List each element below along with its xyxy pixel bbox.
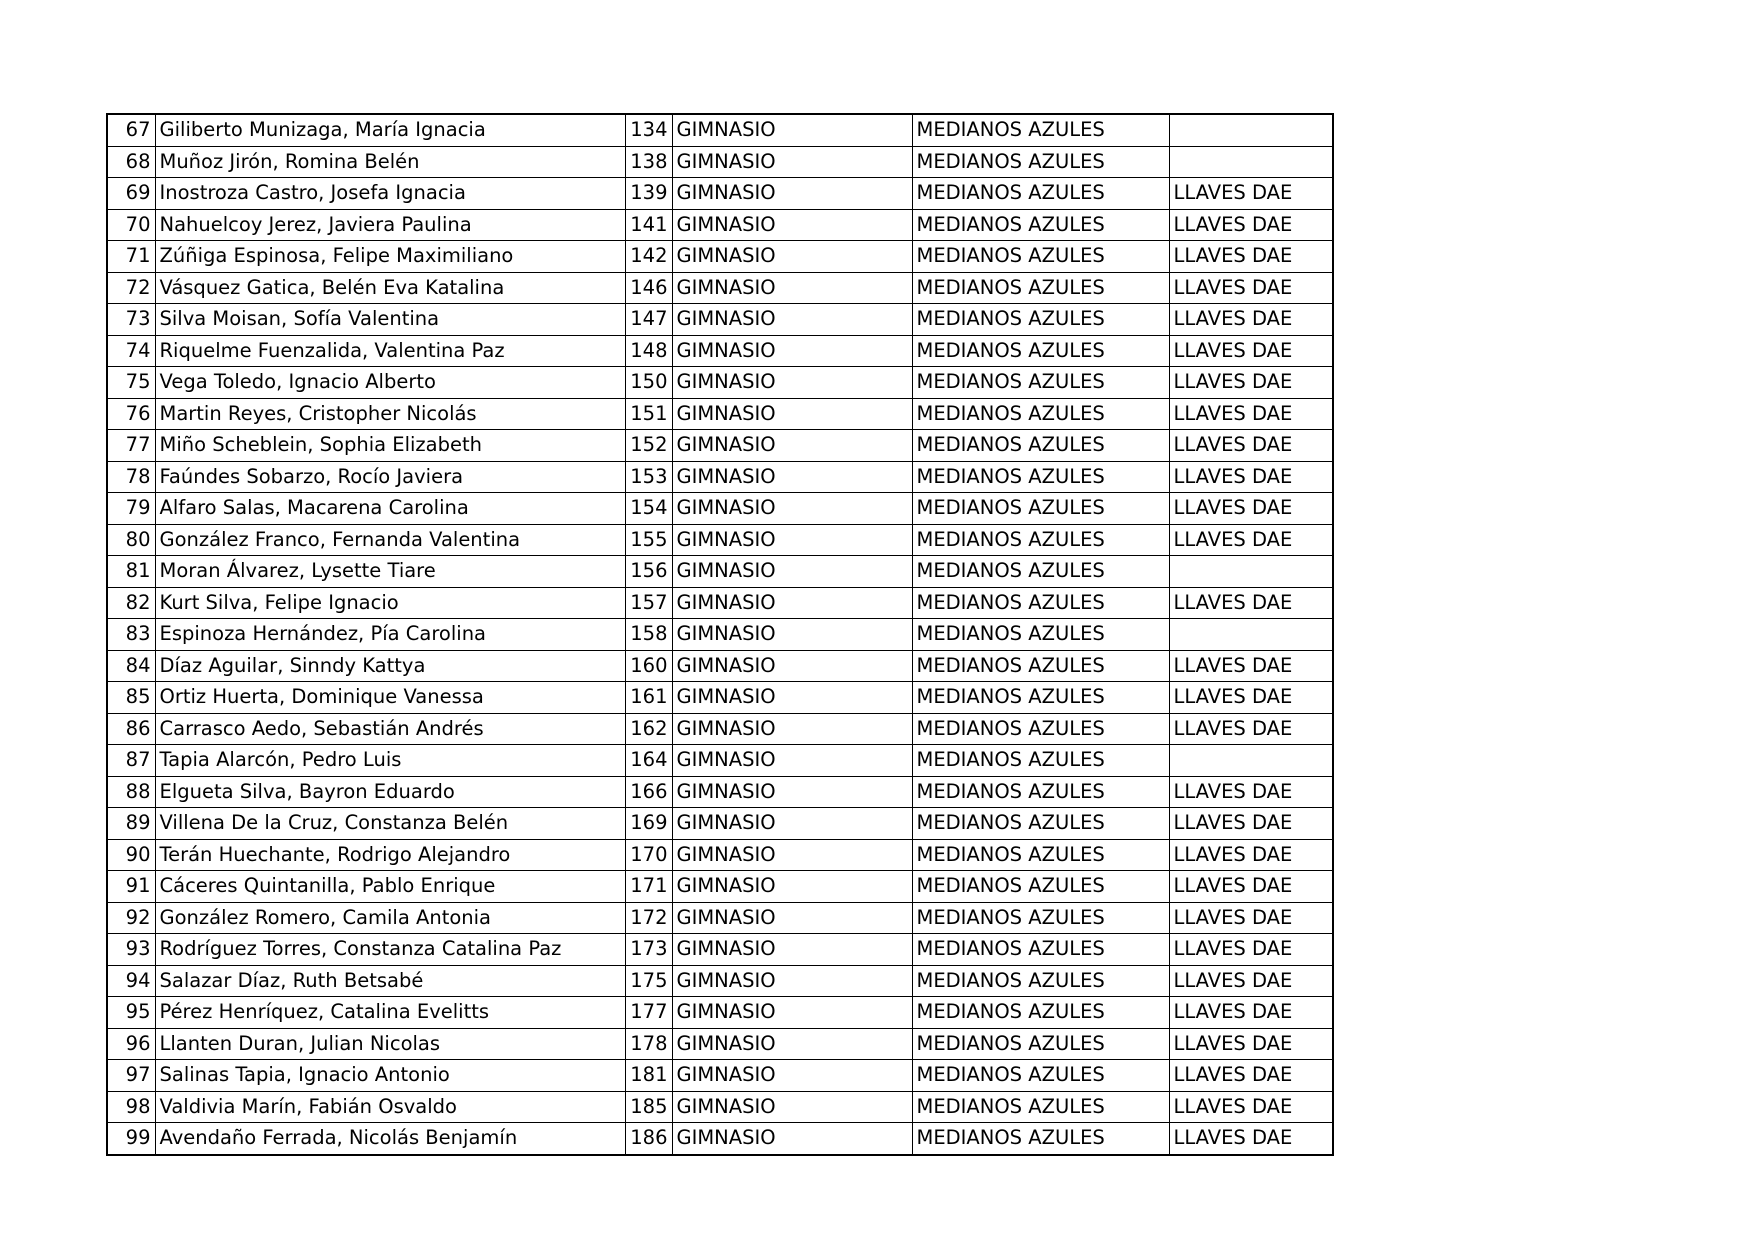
- table-row: [107, 524, 1333, 556]
- table-row: [107, 839, 1333, 871]
- keys-cell: LLAVES DAE: [1169, 1091, 1333, 1123]
- group-cell: MEDIANOS AZULES: [912, 335, 1169, 367]
- location-cell: GIMNASIO: [672, 619, 912, 651]
- group-cell: MEDIANOS AZULES: [912, 965, 1169, 997]
- student-id-cell: 154: [625, 493, 672, 525]
- student-id-cell: 155: [625, 524, 672, 556]
- row-number-cell: 80: [107, 524, 155, 556]
- group-cell: MEDIANOS AZULES: [912, 650, 1169, 682]
- group-cell: MEDIANOS AZULES: [912, 619, 1169, 651]
- table-row: [107, 745, 1333, 777]
- table-row: [107, 304, 1333, 336]
- group-cell: MEDIANOS AZULES: [912, 934, 1169, 966]
- table-row: [107, 965, 1333, 997]
- table-row: [107, 272, 1333, 304]
- location-cell: GIMNASIO: [672, 146, 912, 178]
- group-cell: MEDIANOS AZULES: [912, 902, 1169, 934]
- student-id-cell: 139: [625, 178, 672, 210]
- location-cell: GIMNASIO: [672, 556, 912, 588]
- student-name-cell: Vásquez Gatica, Belén Eva Katalina: [155, 272, 625, 304]
- row-number-cell: 90: [107, 839, 155, 871]
- student-name-cell: Miño Scheblein, Sophia Elizabeth: [155, 430, 625, 462]
- row-number-cell: 86: [107, 713, 155, 745]
- student-name-cell: González Franco, Fernanda Valentina: [155, 524, 625, 556]
- student-name-cell: Vega Toledo, Ignacio Alberto: [155, 367, 625, 399]
- student-id-cell: 173: [625, 934, 672, 966]
- keys-cell: LLAVES DAE: [1169, 965, 1333, 997]
- student-name-cell: Terán Huechante, Rodrigo Alejandro: [155, 839, 625, 871]
- student-id-cell: 177: [625, 997, 672, 1029]
- group-cell: MEDIANOS AZULES: [912, 493, 1169, 525]
- row-number-cell: 93: [107, 934, 155, 966]
- group-cell: MEDIANOS AZULES: [912, 304, 1169, 336]
- group-cell: MEDIANOS AZULES: [912, 1091, 1169, 1123]
- group-cell: MEDIANOS AZULES: [912, 398, 1169, 430]
- student-name-cell: Elgueta Silva, Bayron Eduardo: [155, 776, 625, 808]
- group-cell: MEDIANOS AZULES: [912, 808, 1169, 840]
- table-row: [107, 367, 1333, 399]
- group-cell: MEDIANOS AZULES: [912, 871, 1169, 903]
- location-cell: GIMNASIO: [672, 461, 912, 493]
- student-id-cell: 158: [625, 619, 672, 651]
- student-id-cell: 171: [625, 871, 672, 903]
- student-id-cell: 186: [625, 1123, 672, 1155]
- row-number-cell: 73: [107, 304, 155, 336]
- table-row: [107, 430, 1333, 462]
- keys-cell: LLAVES DAE: [1169, 1123, 1333, 1155]
- student-id-cell: 162: [625, 713, 672, 745]
- keys-cell: LLAVES DAE: [1169, 682, 1333, 714]
- row-number-cell: 82: [107, 587, 155, 619]
- student-id-cell: 148: [625, 335, 672, 367]
- location-cell: GIMNASIO: [672, 871, 912, 903]
- table-row: [107, 650, 1333, 682]
- group-cell: MEDIANOS AZULES: [912, 1060, 1169, 1092]
- group-cell: MEDIANOS AZULES: [912, 241, 1169, 273]
- student-id-cell: 157: [625, 587, 672, 619]
- student-id-cell: 170: [625, 839, 672, 871]
- row-number-cell: 79: [107, 493, 155, 525]
- table-row: [107, 493, 1333, 525]
- table-row: [107, 556, 1333, 588]
- row-number-cell: 85: [107, 682, 155, 714]
- student-name-cell: Muñoz Jirón, Romina Belén: [155, 146, 625, 178]
- row-number-cell: 88: [107, 776, 155, 808]
- keys-cell: LLAVES DAE: [1169, 713, 1333, 745]
- keys-cell: LLAVES DAE: [1169, 461, 1333, 493]
- table-row: [107, 587, 1333, 619]
- student-id-cell: 151: [625, 398, 672, 430]
- student-id-cell: 150: [625, 367, 672, 399]
- group-cell: MEDIANOS AZULES: [912, 713, 1169, 745]
- keys-cell: [1169, 146, 1333, 178]
- student-name-cell: Llanten Duran, Julian Nicolas: [155, 1028, 625, 1060]
- row-number-cell: 98: [107, 1091, 155, 1123]
- student-name-cell: Silva Moisan, Sofía Valentina: [155, 304, 625, 336]
- student-id-cell: 147: [625, 304, 672, 336]
- keys-cell: [1169, 745, 1333, 777]
- keys-cell: LLAVES DAE: [1169, 1060, 1333, 1092]
- location-cell: GIMNASIO: [672, 745, 912, 777]
- student-name-cell: Nahuelcoy Jerez, Javiera Paulina: [155, 209, 625, 241]
- table-row: [107, 114, 1333, 146]
- location-cell: GIMNASIO: [672, 997, 912, 1029]
- location-cell: GIMNASIO: [672, 272, 912, 304]
- keys-cell: [1169, 114, 1333, 146]
- student-id-cell: 164: [625, 745, 672, 777]
- row-number-cell: 76: [107, 398, 155, 430]
- keys-cell: LLAVES DAE: [1169, 902, 1333, 934]
- keys-cell: LLAVES DAE: [1169, 587, 1333, 619]
- keys-cell: LLAVES DAE: [1169, 335, 1333, 367]
- location-cell: GIMNASIO: [672, 335, 912, 367]
- student-id-cell: 181: [625, 1060, 672, 1092]
- keys-cell: LLAVES DAE: [1169, 808, 1333, 840]
- location-cell: GIMNASIO: [672, 209, 912, 241]
- keys-cell: LLAVES DAE: [1169, 367, 1333, 399]
- table-row: [107, 776, 1333, 808]
- student-id-cell: 134: [625, 114, 672, 146]
- row-number-cell: 69: [107, 178, 155, 210]
- table-row: [107, 335, 1333, 367]
- location-cell: GIMNASIO: [672, 1060, 912, 1092]
- row-number-cell: 67: [107, 114, 155, 146]
- keys-cell: LLAVES DAE: [1169, 241, 1333, 273]
- row-number-cell: 95: [107, 997, 155, 1029]
- row-number-cell: 84: [107, 650, 155, 682]
- group-cell: MEDIANOS AZULES: [912, 272, 1169, 304]
- student-name-cell: Tapia Alarcón, Pedro Luis: [155, 745, 625, 777]
- keys-cell: LLAVES DAE: [1169, 524, 1333, 556]
- location-cell: GIMNASIO: [672, 1091, 912, 1123]
- student-name-cell: Riquelme Fuenzalida, Valentina Paz: [155, 335, 625, 367]
- keys-cell: LLAVES DAE: [1169, 934, 1333, 966]
- student-name-cell: Pérez Henríquez, Catalina Evelitts: [155, 997, 625, 1029]
- student-name-cell: Espinoza Hernández, Pía Carolina: [155, 619, 625, 651]
- group-cell: MEDIANOS AZULES: [912, 556, 1169, 588]
- location-cell: GIMNASIO: [672, 524, 912, 556]
- keys-cell: LLAVES DAE: [1169, 272, 1333, 304]
- student-id-cell: 152: [625, 430, 672, 462]
- student-id-cell: 138: [625, 146, 672, 178]
- location-cell: GIMNASIO: [672, 902, 912, 934]
- student-name-cell: Alfaro Salas, Macarena Carolina: [155, 493, 625, 525]
- keys-cell: LLAVES DAE: [1169, 398, 1333, 430]
- group-cell: MEDIANOS AZULES: [912, 178, 1169, 210]
- group-cell: MEDIANOS AZULES: [912, 146, 1169, 178]
- keys-cell: LLAVES DAE: [1169, 430, 1333, 462]
- table-row: [107, 178, 1333, 210]
- group-cell: MEDIANOS AZULES: [912, 587, 1169, 619]
- student-name-cell: Salazar Díaz, Ruth Betsabé: [155, 965, 625, 997]
- table-row: [107, 871, 1333, 903]
- group-cell: MEDIANOS AZULES: [912, 745, 1169, 777]
- row-number-cell: 97: [107, 1060, 155, 1092]
- row-number-cell: 99: [107, 1123, 155, 1155]
- student-id-cell: 166: [625, 776, 672, 808]
- student-name-cell: Moran Álvarez, Lysette Tiare: [155, 556, 625, 588]
- keys-cell: LLAVES DAE: [1169, 839, 1333, 871]
- keys-cell: LLAVES DAE: [1169, 304, 1333, 336]
- location-cell: GIMNASIO: [672, 430, 912, 462]
- keys-cell: [1169, 556, 1333, 588]
- student-name-cell: Villena De la Cruz, Constanza Belén: [155, 808, 625, 840]
- row-number-cell: 94: [107, 965, 155, 997]
- student-name-cell: Zúñiga Espinosa, Felipe Maximiliano: [155, 241, 625, 273]
- location-cell: GIMNASIO: [672, 682, 912, 714]
- location-cell: GIMNASIO: [672, 398, 912, 430]
- student-id-cell: 141: [625, 209, 672, 241]
- student-id-cell: 161: [625, 682, 672, 714]
- location-cell: GIMNASIO: [672, 1028, 912, 1060]
- group-cell: MEDIANOS AZULES: [912, 839, 1169, 871]
- student-name-cell: Kurt Silva, Felipe Ignacio: [155, 587, 625, 619]
- location-cell: GIMNASIO: [672, 713, 912, 745]
- row-number-cell: 72: [107, 272, 155, 304]
- row-number-cell: 96: [107, 1028, 155, 1060]
- table-row: [107, 209, 1333, 241]
- table-row: [107, 146, 1333, 178]
- keys-cell: LLAVES DAE: [1169, 776, 1333, 808]
- location-cell: GIMNASIO: [672, 650, 912, 682]
- table-row: [107, 902, 1333, 934]
- table-row: [107, 997, 1333, 1029]
- row-number-cell: 70: [107, 209, 155, 241]
- table-row: [107, 619, 1333, 651]
- student-name-cell: Cáceres Quintanilla, Pablo Enrique: [155, 871, 625, 903]
- group-cell: MEDIANOS AZULES: [912, 682, 1169, 714]
- student-name-cell: Rodríguez Torres, Constanza Catalina Paz: [155, 934, 625, 966]
- group-cell: MEDIANOS AZULES: [912, 997, 1169, 1029]
- student-id-cell: 160: [625, 650, 672, 682]
- location-cell: GIMNASIO: [672, 1123, 912, 1155]
- location-cell: GIMNASIO: [672, 493, 912, 525]
- table-row: [107, 461, 1333, 493]
- student-id-cell: 142: [625, 241, 672, 273]
- student-id-cell: 169: [625, 808, 672, 840]
- location-cell: GIMNASIO: [672, 934, 912, 966]
- row-number-cell: 89: [107, 808, 155, 840]
- keys-cell: LLAVES DAE: [1169, 871, 1333, 903]
- student-id-cell: 156: [625, 556, 672, 588]
- group-cell: MEDIANOS AZULES: [912, 209, 1169, 241]
- keys-cell: LLAVES DAE: [1169, 493, 1333, 525]
- location-cell: GIMNASIO: [672, 808, 912, 840]
- table-row: [107, 1091, 1333, 1123]
- student-name-cell: Faúndes Sobarzo, Rocío Javiera: [155, 461, 625, 493]
- keys-cell: [1169, 619, 1333, 651]
- row-number-cell: 83: [107, 619, 155, 651]
- student-id-cell: 146: [625, 272, 672, 304]
- assignment-table: [106, 113, 1334, 1156]
- student-name-cell: Inostroza Castro, Josefa Ignacia: [155, 178, 625, 210]
- student-name-cell: Carrasco Aedo, Sebastián Andrés: [155, 713, 625, 745]
- table-body: [107, 114, 1333, 1155]
- row-number-cell: 92: [107, 902, 155, 934]
- group-cell: MEDIANOS AZULES: [912, 367, 1169, 399]
- row-number-cell: 75: [107, 367, 155, 399]
- table-row: [107, 1028, 1333, 1060]
- group-cell: MEDIANOS AZULES: [912, 430, 1169, 462]
- location-cell: GIMNASIO: [672, 178, 912, 210]
- student-name-cell: Giliberto Munizaga, María Ignacia: [155, 114, 625, 146]
- keys-cell: LLAVES DAE: [1169, 650, 1333, 682]
- student-id-cell: 175: [625, 965, 672, 997]
- keys-cell: LLAVES DAE: [1169, 209, 1333, 241]
- keys-cell: LLAVES DAE: [1169, 178, 1333, 210]
- row-number-cell: 77: [107, 430, 155, 462]
- student-name-cell: Salinas Tapia, Ignacio Antonio: [155, 1060, 625, 1092]
- student-name-cell: Avendaño Ferrada, Nicolás Benjamín: [155, 1123, 625, 1155]
- location-cell: GIMNASIO: [672, 587, 912, 619]
- row-number-cell: 87: [107, 745, 155, 777]
- location-cell: GIMNASIO: [672, 965, 912, 997]
- student-name-cell: Valdivia Marín, Fabián Osvaldo: [155, 1091, 625, 1123]
- location-cell: GIMNASIO: [672, 367, 912, 399]
- row-number-cell: 68: [107, 146, 155, 178]
- group-cell: MEDIANOS AZULES: [912, 114, 1169, 146]
- keys-cell: LLAVES DAE: [1169, 1028, 1333, 1060]
- group-cell: MEDIANOS AZULES: [912, 776, 1169, 808]
- table-row: [107, 808, 1333, 840]
- student-name-cell: Martin Reyes, Cristopher Nicolás: [155, 398, 625, 430]
- table-row: [107, 1123, 1333, 1155]
- student-name-cell: Ortiz Huerta, Dominique Vanessa: [155, 682, 625, 714]
- table-row: [107, 934, 1333, 966]
- group-cell: MEDIANOS AZULES: [912, 461, 1169, 493]
- row-number-cell: 91: [107, 871, 155, 903]
- group-cell: MEDIANOS AZULES: [912, 524, 1169, 556]
- row-number-cell: 81: [107, 556, 155, 588]
- location-cell: GIMNASIO: [672, 839, 912, 871]
- location-cell: GIMNASIO: [672, 241, 912, 273]
- table-row: [107, 713, 1333, 745]
- student-id-cell: 185: [625, 1091, 672, 1123]
- location-cell: GIMNASIO: [672, 114, 912, 146]
- location-cell: GIMNASIO: [672, 776, 912, 808]
- student-id-cell: 178: [625, 1028, 672, 1060]
- group-cell: MEDIANOS AZULES: [912, 1028, 1169, 1060]
- location-cell: GIMNASIO: [672, 304, 912, 336]
- table-row: [107, 398, 1333, 430]
- row-number-cell: 71: [107, 241, 155, 273]
- student-name-cell: Díaz Aguilar, Sinndy Kattya: [155, 650, 625, 682]
- student-name-cell: González Romero, Camila Antonia: [155, 902, 625, 934]
- student-id-cell: 172: [625, 902, 672, 934]
- row-number-cell: 78: [107, 461, 155, 493]
- row-number-cell: 74: [107, 335, 155, 367]
- table-row: [107, 682, 1333, 714]
- table-row: [107, 1060, 1333, 1092]
- keys-cell: LLAVES DAE: [1169, 997, 1333, 1029]
- table-row: [107, 241, 1333, 273]
- group-cell: MEDIANOS AZULES: [912, 1123, 1169, 1155]
- student-id-cell: 153: [625, 461, 672, 493]
